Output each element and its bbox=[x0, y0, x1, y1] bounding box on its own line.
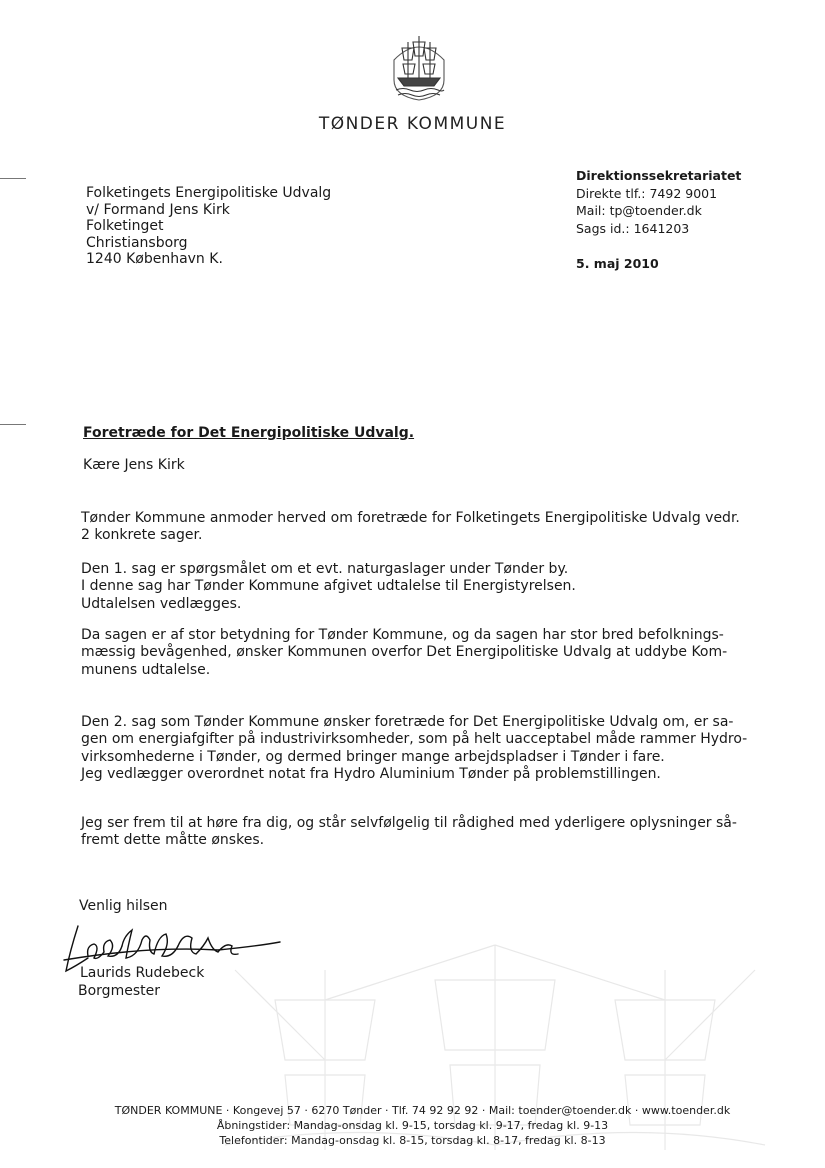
body-paragraph bbox=[81, 714, 761, 784]
footer bbox=[0, 1103, 825, 1148]
footer-opening-hours: Åbningstider: Mandag-onsdag kl. 9-15, torsdag kl. 9-17, fredag kl. 9-13 bbox=[216, 1119, 609, 1132]
paragraph-line: Jeg vedlægger overordnet notat fra Hydro Aluminium Tønder på problemstillingen. bbox=[81, 766, 661, 783]
organization-name: TØNDER KOMMUNE bbox=[318, 114, 507, 134]
signer-name: Laurids Rudebeck bbox=[80, 965, 205, 981]
recipient-line: Christiansborg bbox=[86, 234, 188, 251]
paragraph-line: I denne sag har Tønder Kommune afgivet udtalelse til Energistyrelsen. bbox=[81, 578, 576, 595]
paragraph-line: Tønder Kommune anmoder herved om foretræde for Folketingets Energipolitiske Udvalg vedr. bbox=[81, 510, 740, 526]
sender-case-id: Sags id.: 1641203 bbox=[576, 220, 690, 236]
paragraph-line: 2 konkrete sager. bbox=[81, 527, 203, 544]
recipient-address bbox=[86, 185, 331, 268]
body-paragraph bbox=[81, 510, 761, 545]
paragraph-line: Da sagen er af stor betydning for Tønder Kommune, og da sagen har stor bred befolknings- bbox=[81, 627, 724, 643]
body-paragraph bbox=[81, 815, 761, 850]
footer-contact: TØNDER KOMMUNE · Kongevej 57 · 6270 Tønder · Tlf. 74 92 92 92 · Mail: toender@toender.dk · www.toender.dk bbox=[114, 1104, 731, 1117]
ship-seal-icon bbox=[388, 30, 450, 102]
recipient-line: v/ Formand Jens Kirk bbox=[86, 201, 230, 218]
letter-date: 5. maj 2010 bbox=[576, 256, 659, 271]
recipient-line: 1240 København K. bbox=[86, 251, 223, 268]
sender-info bbox=[576, 167, 741, 273]
paragraph-line: Jeg ser frem til at høre fra dig, og står selvfølgelig til rådighed med yderligere oplysninger så- bbox=[81, 815, 737, 831]
paragraph-line: gen om energiafgifter på industrivirksomheder, som på helt uacceptabel måde rammer Hydro- bbox=[81, 731, 748, 748]
body-paragraph bbox=[81, 627, 761, 679]
paragraph-line: Den 2. sag som Tønder Kommune ønsker foretræde for Det Energipolitiske Udvalg om, er sa- bbox=[81, 714, 734, 730]
recipient-line: Folketingets Energipolitiske Udvalg bbox=[86, 185, 332, 201]
closing-greeting: Venlig hilsen bbox=[79, 898, 168, 914]
recipient-line: Folketinget bbox=[86, 218, 164, 235]
paragraph-line: mæssig bevågenhed, ønsker Kommunen overfor Det Energipolitiske Udvalg at uddybe Kom- bbox=[81, 644, 728, 661]
sender-department: Direktionssekretariatet bbox=[576, 168, 742, 183]
salutation: Kære Jens Kirk bbox=[83, 457, 185, 473]
body-paragraph bbox=[81, 561, 761, 613]
scan-edge-mark bbox=[0, 178, 26, 179]
letter-subject: Foretræde for Det Energipolitiske Udvalg. bbox=[83, 425, 415, 441]
paragraph-line: Udtalelsen vedlægges. bbox=[81, 595, 242, 612]
paragraph-line: Den 1. sag er spørgsmålet om et evt. naturgaslager under Tønder by. bbox=[81, 561, 569, 577]
footer-phone-hours: Telefontider: Mandag-onsdag kl. 8-15, torsdag kl. 8-17, fredag kl. 8-13 bbox=[219, 1134, 606, 1147]
paragraph-line: munens udtalelse. bbox=[81, 661, 211, 678]
sender-phone: Direkte tlf.: 7492 9001 bbox=[576, 185, 718, 201]
paragraph-line: fremt dette måtte ønskes. bbox=[81, 832, 265, 849]
sender-mail: Mail: tp@toender.dk bbox=[576, 203, 702, 218]
paragraph-line: virksomhederne i Tønder, og dermed bringer mange arbejdspladser i Tønder i fare. bbox=[81, 748, 665, 765]
scan-edge-mark bbox=[0, 424, 26, 425]
signer-title: Borgmester bbox=[78, 983, 160, 999]
